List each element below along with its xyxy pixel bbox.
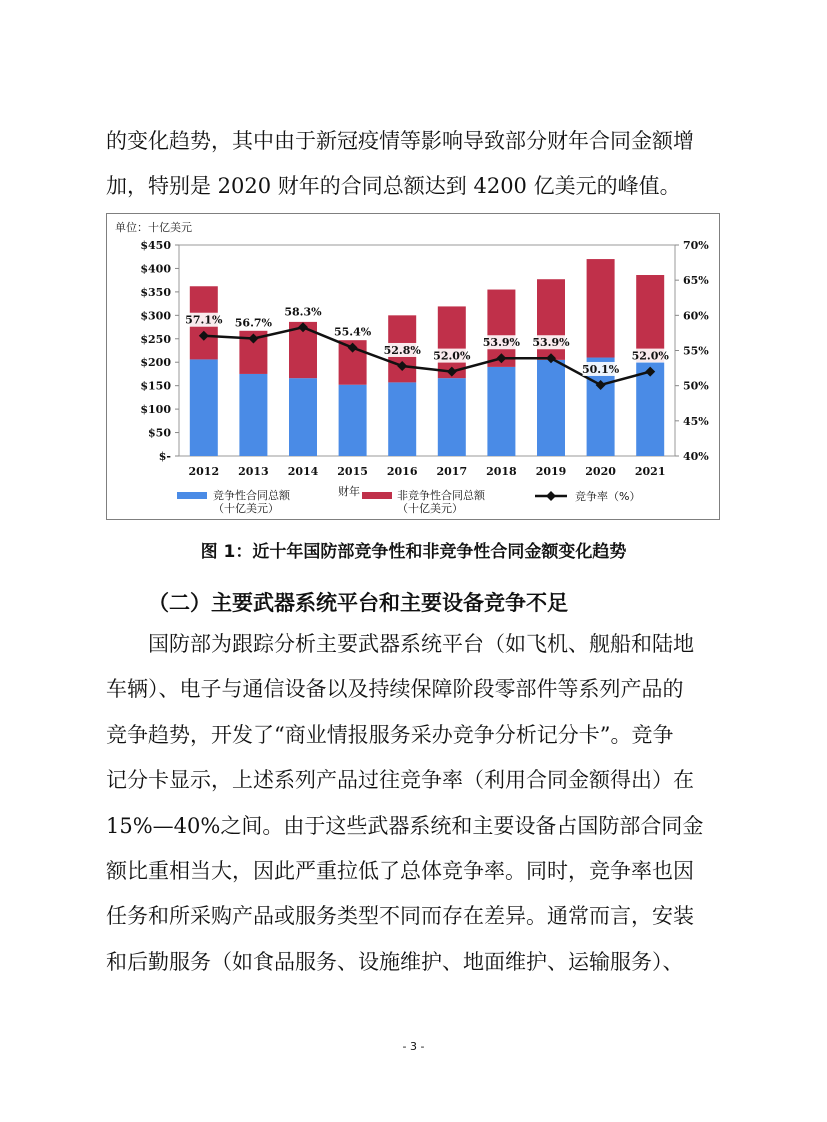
- left-tick-label: $250: [140, 332, 171, 346]
- rate-data-label: 52.0%: [631, 349, 669, 363]
- legend-label: 竞争率（%）: [575, 490, 641, 503]
- x-tick-label: 2014: [287, 465, 319, 478]
- right-tick-label: 65%: [683, 274, 709, 288]
- rate-data-label: 53.9%: [532, 336, 570, 350]
- right-tick-label: 70%: [683, 239, 709, 252]
- bar-noncompetitive: [587, 259, 615, 357]
- intro-line: 加，特别是 2020 财年的合同总额达到 4200 亿美元的峰值。: [106, 174, 681, 199]
- legend-rate-marker: [546, 491, 556, 501]
- left-tick-label: $150: [140, 379, 171, 393]
- left-tick-label: $50: [148, 426, 171, 440]
- rate-data-label: 55.4%: [333, 325, 372, 339]
- x-tick-label: 2015: [337, 465, 368, 478]
- contract-trend-chart: [106, 213, 720, 520]
- rate-data-label: 50.1%: [581, 362, 620, 376]
- left-tick-label: $300: [140, 309, 171, 323]
- bar-competitive: [438, 378, 466, 456]
- legend-label: （十亿美元）: [397, 502, 463, 515]
- section-paragraph: [106, 627, 726, 990]
- intro-line: 的变化趋势，其中由于新冠疫情等影响导致部分财年合同金额增: [106, 129, 694, 153]
- rate-data-label: 57.1%: [185, 313, 223, 327]
- left-tick-label: $100: [140, 403, 171, 417]
- chart-svg: [107, 214, 719, 519]
- page-number: - 3 -: [402, 1040, 425, 1053]
- left-tick-label: $400: [140, 262, 171, 276]
- legend-label: 非竞争性合同总额: [397, 489, 485, 502]
- x-tick-label: 2016: [386, 465, 418, 478]
- section-heading: （二）主要武器系统平台和主要设备竞争不足: [148, 590, 568, 615]
- legend-swatch-noncompetitive: [362, 492, 392, 499]
- rate-data-label: 52.0%: [433, 349, 471, 363]
- bar-competitive: [388, 382, 416, 456]
- intro-paragraph: [106, 124, 726, 215]
- body-line: 额比重相当大，因此严重拉低了总体竞争率。同时，竞争率也因: [106, 858, 694, 883]
- body-line: 任务和所采购产品或服务类型不同而存在差异。通常而言，安装: [106, 904, 694, 929]
- left-tick-label: $200: [140, 356, 171, 370]
- bar-competitive: [190, 359, 218, 456]
- body-line: 记分卡显示，上述系列产品过往竞争率（利用合同金额得出）在: [106, 768, 694, 793]
- bar-competitive: [537, 360, 565, 456]
- legend-label: （十亿美元）: [213, 502, 279, 515]
- x-tick-label: 2019: [535, 465, 567, 478]
- bar-competitive: [339, 385, 367, 456]
- legend-label: 竞争性合同总额: [213, 489, 290, 502]
- rate-data-label: 56.7%: [234, 316, 273, 330]
- right-tick-label: 40%: [683, 450, 709, 463]
- rate-data-label: 52.8%: [383, 343, 421, 357]
- unit-label: 单位：十亿美元: [115, 221, 192, 234]
- right-tick-label: 50%: [683, 379, 709, 393]
- left-tick-label: $-: [158, 450, 171, 463]
- x-tick-label: 2020: [585, 465, 616, 478]
- rate-data-label: 53.9%: [482, 336, 521, 350]
- legend-swatch-competitive: [177, 492, 207, 499]
- right-tick-label: 45%: [683, 414, 709, 428]
- rate-line: [204, 327, 650, 385]
- left-tick-label: $350: [140, 285, 171, 299]
- rate-data-label: 58.3%: [284, 305, 322, 319]
- body-line: 15%—40%之间。由于这些武器系统和主要设备占国防部合同金: [106, 813, 704, 838]
- x-tick-label: 2017: [436, 465, 468, 478]
- body-line: 车辆）、电子与通信设备以及持续保障阶段零部件等系列产品的: [106, 677, 684, 702]
- body-line: 和后勤服务（如食品服务、设施维护、地面维护、运输服务）、: [106, 949, 684, 974]
- body-line: 竞争趋势，开发了“商业情报服务采办竞争分析记分卡”。竞争: [106, 722, 674, 747]
- right-tick-label: 60%: [683, 309, 709, 323]
- x-tick-label: 2012: [188, 465, 220, 478]
- bar-competitive: [239, 374, 267, 456]
- bar-competitive: [289, 378, 317, 456]
- right-tick-label: 55%: [683, 344, 709, 358]
- x-tick-label: 2013: [238, 465, 269, 478]
- bar-competitive: [487, 367, 515, 456]
- x-tick-label: 2018: [486, 465, 517, 478]
- left-tick-label: $450: [140, 239, 171, 252]
- body-line: 国防部为跟踪分析主要武器系统平台（如飞机、舰船和陆地: [148, 632, 694, 656]
- x-axis-title: 财年: [338, 485, 360, 498]
- x-tick-label: 2021: [634, 465, 666, 478]
- figure-caption: 图 1：近十年国防部竞争性和非竞争性合同金额变化趋势: [200, 542, 627, 562]
